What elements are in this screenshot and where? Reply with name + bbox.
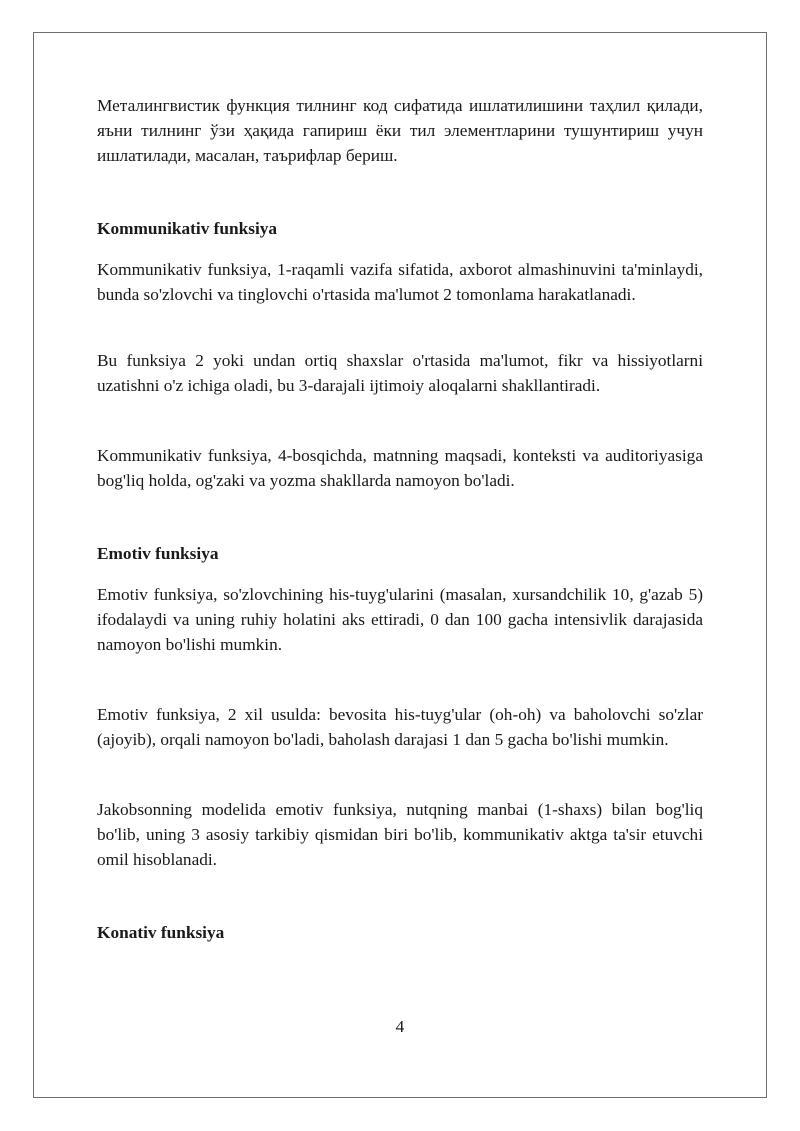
heading-kommunikativ-funksiya: Kommunikativ funksiya	[97, 219, 278, 238]
page-content	[97, 93, 703, 945]
paragraph-kommunikativ-3: Kommunikativ funksiya, 4-bosqichda, matnning maqsadi, konteksti va auditoriyasiga bog'liq holda, og'zaki va yozma shakllarda namoyon bo'ladi.	[97, 446, 703, 490]
heading-konativ-funksiya: Konativ funksiya	[97, 923, 225, 942]
paragraph-metalinguistic-function: Металингвистик функция тилнинг код сифатида ишлатилишини таҳлил қилади, яъни тилнинг ўзи ҳақида гапириш ёки тил элементларини тушунтириш учун ишлатилади, масалан, таърифлар бериш.	[97, 96, 703, 165]
paragraph-kommunikativ-2: Bu funksiya 2 yoki undan ortiq shaxslar o'rtasida ma'lumot, fikr va hissiyotlarni uzatishni o'z ichiga oladi, bu 3-darajali ijtimoiy aloqalarni shakllantiradi.	[97, 351, 703, 395]
heading-emotiv-funksiya: Emotiv funksiya	[97, 544, 219, 563]
page-number: 4	[395, 1017, 405, 1036]
paragraph-emotiv-1: Emotiv funksiya, so'zlovchining his-tuyg'ularini (masalan, xursandchilik 10, g'azab 5) ifodalaydi va uning ruhiy holatini aks ettiradi, 0 dan 100 gacha intensivlik darajasida namoyon bo'lishi mumkin.	[97, 585, 703, 654]
paragraph-emotiv-2: Emotiv funksiya, 2 xil usulda: bevosita his-tuyg'ular (oh-oh) va baholovchi so'zlar (ajoyib), orqali namoyon bo'ladi, baholash darajasi 1 dan 5 gacha bo'lishi mumkin.	[97, 705, 703, 749]
paragraph-kommunikativ-1: Kommunikativ funksiya, 1-raqamli vazifa sifatida, axborot almashinuvini ta'minlaydi, bunda so'zlovchi va tinglovchi o'rtasida ma'lumot 2 tomonlama harakatlanadi.	[97, 260, 703, 304]
paragraph-emotiv-3: Jakobsonning modelida emotiv funksiya, nutqning manbai (1-shaxs) bilan bog'liq bo'lib, uning 3 asosiy tarkibiy qismidan biri bo'lib, kommunikativ aktga ta'sir etuvchi omil hisoblanadi.	[97, 800, 703, 869]
